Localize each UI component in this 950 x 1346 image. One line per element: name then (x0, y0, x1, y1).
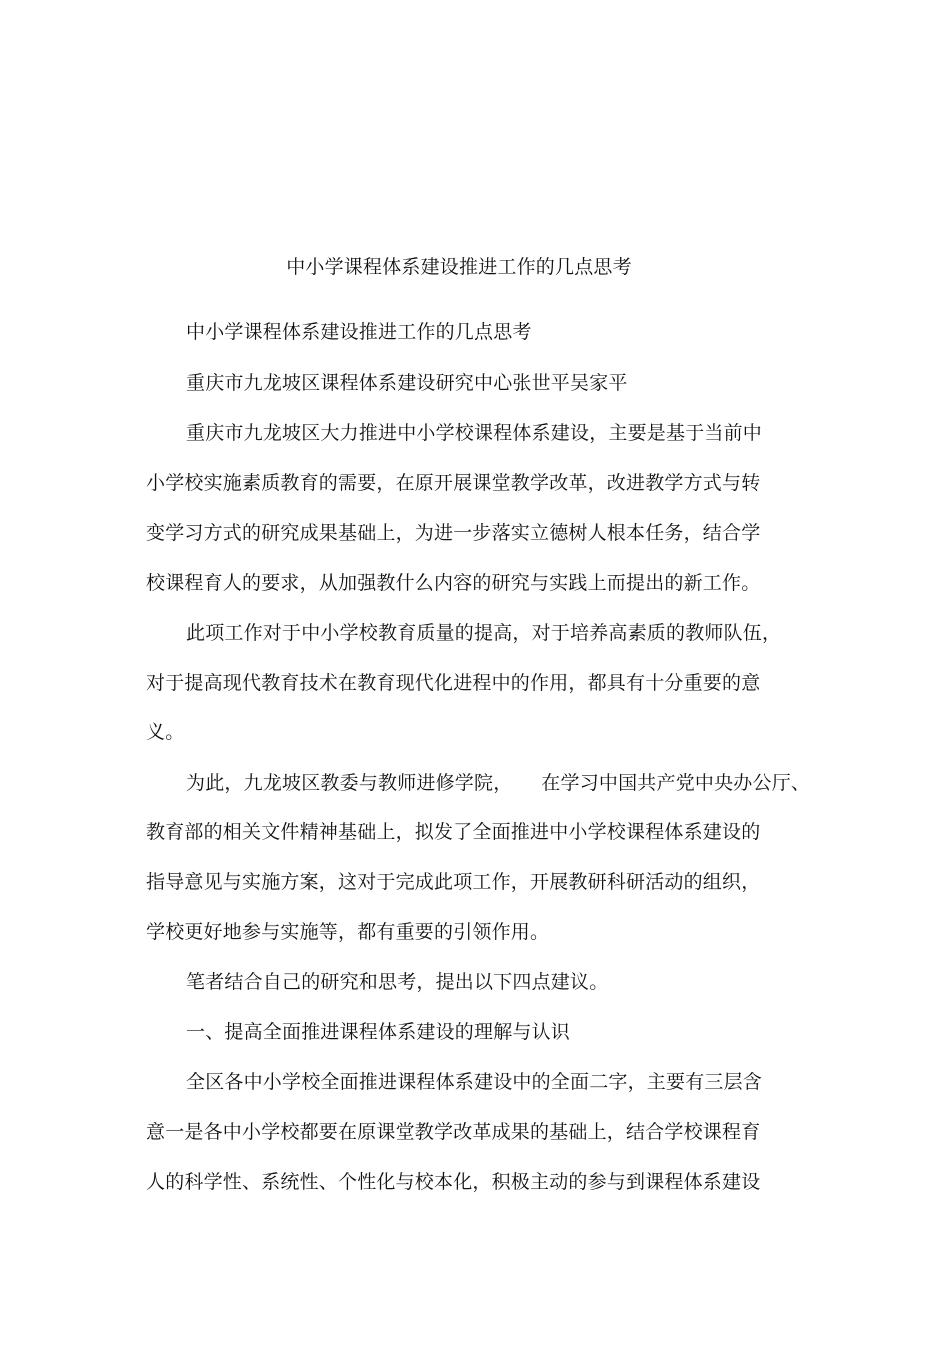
paragraph-line: 为此，九龙坡区教委与教师进修学院， 在学习中国共产党中央办公厅、 (186, 772, 811, 794)
paragraph-line: 指导意见与实施方案，这对于完成此项工作，开展教研科研活动的组织， (146, 871, 761, 893)
subtitle-line: 中小学课程体系建设推进工作的几点思考 (186, 321, 532, 343)
paragraph-line: 小学校实施素质教育的需要，在原开展课堂教学改革，改进教学方式与转 (146, 472, 761, 494)
paragraph-line: 教育部的相关文件精神基础上，拟发了全面推进中小学校课程体系建设的 (146, 821, 761, 843)
paragraph-line: 变学习方式的研究成果基础上，为进一步落实立德树人根本任务，结合学 (146, 522, 761, 544)
paragraph-line: 重庆市九龙坡区大力推进中小学校课程体系建设，主要是基于当前中 (186, 422, 763, 444)
paragraph-line: 义。 (146, 721, 185, 743)
paragraph-line: 意一是各中小学校都要在原课堂教学改革成果的基础上，结合学校课程育 (146, 1121, 761, 1143)
paragraph-line: 人的科学性、系统性、个性化与校本化，积极主动的参与到课程体系建设 (146, 1171, 761, 1193)
paragraph-line: 此项工作对于中小学校教育质量的提高，对于培养高素质的教师队伍， (186, 622, 782, 644)
paragraph-line: 学校更好地参与实施等，都有重要的引领作用。 (146, 921, 550, 943)
paragraph-line: 对于提高现代教育技术在教育现代化进程中的作用，都具有十分重要的意 (146, 672, 761, 694)
paragraph-line: 全区各中小学校全面推进课程体系建设中的全面二字，主要有三层含 (186, 1071, 763, 1093)
author-line: 重庆市九龙坡区课程体系建设研究中心张世平吴家平 (186, 372, 628, 394)
document-title: 中小学课程体系建设推进工作的几点思考 (286, 256, 632, 278)
section-heading: 一、提高全面推进课程体系建设的理解与认识 (186, 1021, 571, 1043)
paragraph-line: 笔者结合自己的研究和思考，提出以下四点建议。 (186, 971, 609, 993)
paragraph-line: 校课程育人的要求，从加强教什么内容的研究与实践上而提出的新工作。 (146, 572, 761, 594)
